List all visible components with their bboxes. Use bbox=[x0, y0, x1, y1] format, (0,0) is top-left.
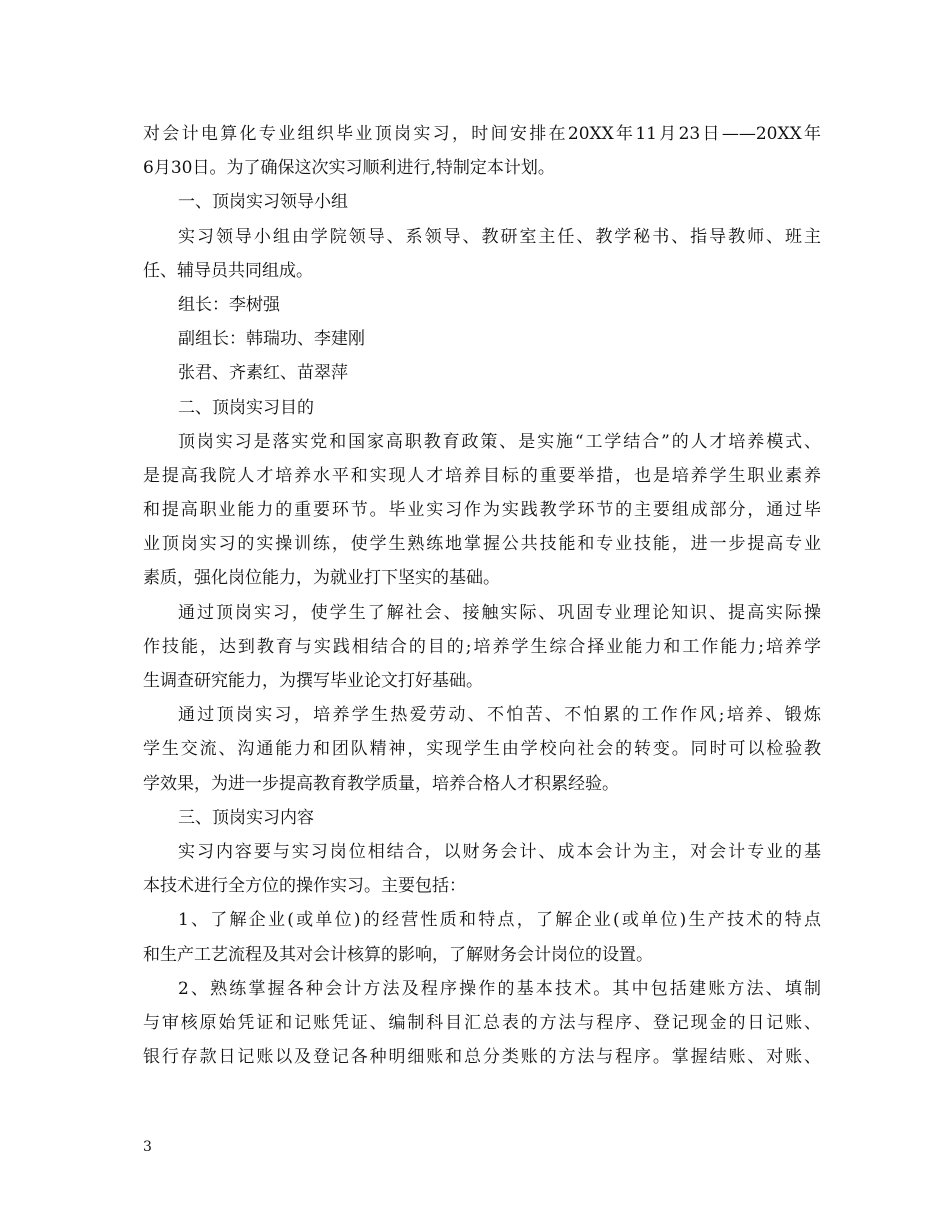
paragraph-line: 作技能，达到教育与实践相结合的目的;培养学生综合择业能力和工作能力;培养学 bbox=[143, 636, 821, 657]
paragraph-line: 和生产工艺流程及其对会计核算的影响，了解财务会计岗位的设置。 bbox=[143, 944, 653, 965]
paragraph-line: 6月30日。为了确保这次实习顺利进行,特制定本计划。 bbox=[143, 158, 555, 179]
paragraph-line: 银行存款日记账以及登记各种明细账和总分类账的方法与程序。掌握结账、对账、 bbox=[143, 1047, 821, 1068]
paragraph-line: 2、熟练掌握各种会计方法及程序操作的基本技术。其中包括建账方法、填制 bbox=[178, 978, 821, 999]
paragraph-line: 与审核原始凭证和记账凭证、编制科目汇总表的方法与程序、登记现金的日记账、 bbox=[143, 1012, 821, 1033]
section-heading: 二、顶岗实习目的 bbox=[178, 397, 314, 418]
paragraph-line: 生调查研究能力，为撰写毕业论文打好基础。 bbox=[143, 671, 483, 691]
paragraph-line: 本技术进行全方位的操作实习。主要包括： bbox=[143, 876, 466, 897]
paragraph-line: 对会计电算化专业组织毕业顶岗实习，时间安排在20XX年11月23日——20XX年 bbox=[143, 124, 821, 144]
paragraph-line: 业顶岗实习的实操训练，使学生熟练地掌握公共技能和专业技能，进一步提高专业 bbox=[143, 534, 821, 555]
paragraph-line: 1、了解企业(或单位)的经营性质和特点，了解企业(或单位)生产技术的特点 bbox=[178, 910, 821, 931]
paragraph-line: 组长：李树强 bbox=[178, 294, 280, 315]
paragraph-line: 实习领导小组由学院领导、系领导、教研室主任、教学秘书、指导教师、班主 bbox=[178, 226, 821, 247]
paragraph-line: 是提高我院人才培养水平和实现人才培养目标的重要举措，也是培养学生职业素养 bbox=[143, 465, 821, 486]
paragraph-line: 张君、齐素红、苗翠萍 bbox=[178, 363, 348, 384]
paragraph-line: 通过顶岗实习，培养学生热爱劳动、不怕苦、不怕累的工作作风;培养、锻炼 bbox=[178, 705, 821, 726]
document-body bbox=[143, 117, 821, 1074]
section-heading: 一、顶岗实习领导小组 bbox=[178, 192, 348, 213]
paragraph-line: 学效果，为进一步提高教育教学质量，培养合格人才积累经验。 bbox=[143, 773, 619, 794]
paragraph-line: 素质，强化岗位能力，为就业打下坚实的基础。 bbox=[143, 568, 500, 589]
paragraph-line: 副组长：韩瑞功、李建刚 bbox=[178, 329, 365, 350]
page-number: 3 bbox=[143, 1139, 152, 1155]
paragraph-line: 任、辅导员共同组成。 bbox=[143, 260, 313, 281]
paragraph-line: 学生交流、沟通能力和团队精神，实现学生由学校向社会的转变。同时可以检验教 bbox=[143, 739, 821, 760]
paragraph-line: 和提高职业能力的重要环节。毕业实习作为实践教学环节的主要组成部分，通过毕 bbox=[143, 500, 821, 521]
paragraph-line: 通过顶岗实习，使学生了解社会、接触实际、巩固专业理论知识、提高实际操 bbox=[178, 602, 821, 623]
paragraph-line: 顶岗实习是落实党和国家高职教育政策、是实施“工学结合”的人才培养模式、 bbox=[178, 431, 821, 452]
paragraph-line: 实习内容要与实习岗位相结合，以财务会计、成本会计为主，对会计专业的基 bbox=[178, 841, 821, 862]
section-heading: 三、顶岗实习内容 bbox=[178, 807, 314, 828]
